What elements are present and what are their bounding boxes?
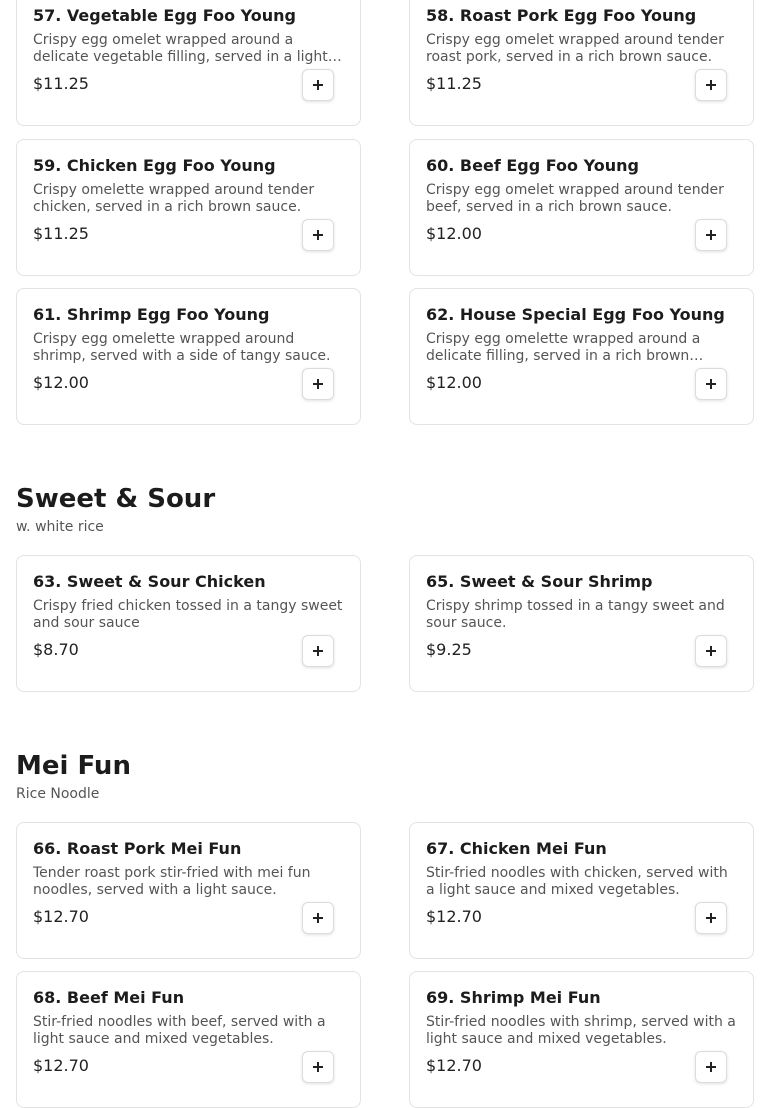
item-price: $12.00 — [426, 373, 482, 392]
plus-icon — [313, 913, 323, 923]
item-price: $11.25 — [426, 74, 482, 93]
item-description: Crispy egg omelette wrapped around shrimp, served with a side of tangy sauce. — [33, 331, 331, 364]
item-name: 68. Beef Mei Fun — [33, 988, 185, 1007]
item-price: $11.25 — [33, 224, 89, 243]
add-to-cart-button[interactable] — [302, 1051, 334, 1083]
item-name: 66. Roast Pork Mei Fun — [33, 839, 242, 858]
add-to-cart-button[interactable] — [695, 902, 727, 934]
plus-icon — [313, 379, 323, 389]
add-to-cart-button[interactable] — [695, 635, 727, 667]
section-title: Mei Fun — [16, 751, 131, 781]
item-name: 60. Beef Egg Foo Young — [426, 156, 639, 175]
item-name: 63. Sweet & Sour Chicken — [33, 572, 266, 591]
item-name: 62. House Special Egg Foo Young — [426, 305, 725, 324]
item-description: Crispy shrimp tossed in a tangy sweet and sour sauce. — [426, 598, 725, 631]
item-name: 57. Vegetable Egg Foo Young — [33, 6, 296, 25]
section-subtitle: Rice Noodle — [16, 786, 100, 802]
item-price: $9.25 — [426, 640, 472, 659]
plus-icon — [706, 1062, 716, 1072]
menu-item-card[interactable] — [16, 971, 361, 1108]
item-description: Crispy omelette wrapped around tender chicken, served in a rich brown sauce. — [33, 182, 315, 215]
item-price: $12.70 — [426, 907, 482, 926]
item-description: Crispy egg omelette wrapped around a delicate filling, served in a rich brown — [426, 331, 701, 364]
section-title: Sweet & Sour — [16, 484, 216, 514]
section-subtitle: w. white rice — [16, 519, 104, 535]
plus-icon — [706, 379, 716, 389]
item-name: 69. Shrimp Mei Fun — [426, 988, 601, 1007]
add-to-cart-button[interactable] — [302, 902, 334, 934]
item-price: $12.70 — [33, 907, 89, 926]
menu-item-card[interactable] — [409, 555, 754, 692]
add-to-cart-button[interactable] — [302, 368, 334, 400]
plus-icon — [706, 230, 716, 240]
plus-icon — [313, 646, 323, 656]
item-description: Crispy egg omelet wrapped around tender roast pork, served in a rich brown sauce. — [426, 32, 724, 65]
menu-item-card[interactable] — [409, 822, 754, 959]
item-description: Tender roast pork stir-fried with mei fun noodles, served with a light sauce. — [33, 865, 311, 898]
item-price: $12.00 — [33, 373, 89, 392]
menu-item-card[interactable] — [16, 288, 361, 425]
item-name: 65. Sweet & Sour Shrimp — [426, 572, 653, 591]
plus-icon — [313, 1062, 323, 1072]
plus-icon — [313, 80, 323, 90]
menu-item-card[interactable] — [16, 555, 361, 692]
add-to-cart-button[interactable] — [302, 635, 334, 667]
plus-icon — [706, 80, 716, 90]
plus-icon — [706, 646, 716, 656]
item-name: 59. Chicken Egg Foo Young — [33, 156, 276, 175]
menu-item-card[interactable] — [16, 0, 361, 126]
add-to-cart-button[interactable] — [302, 69, 334, 101]
item-name: 67. Chicken Mei Fun — [426, 839, 607, 858]
item-description: Crispy egg omelet wrapped around tender beef, served in a rich brown sauce. — [426, 182, 724, 215]
item-name: 58. Roast Pork Egg Foo Young — [426, 6, 697, 25]
plus-icon — [706, 913, 716, 923]
add-to-cart-button[interactable] — [695, 219, 727, 251]
menu-item-card[interactable] — [409, 0, 754, 126]
menu-item-card[interactable] — [16, 822, 361, 959]
item-description: Crispy egg omelet wrapped around a delicate vegetable filling, served in a light — [33, 32, 328, 65]
item-price: $12.70 — [33, 1056, 89, 1075]
add-to-cart-button[interactable] — [302, 219, 334, 251]
menu-item-card[interactable] — [409, 139, 754, 276]
add-to-cart-button[interactable] — [695, 368, 727, 400]
menu-item-card[interactable] — [16, 139, 361, 276]
item-description: Crispy fried chicken tossed in a tangy sweet and sour sauce — [33, 598, 343, 631]
menu-item-card[interactable] — [409, 288, 754, 425]
item-price: $12.00 — [426, 224, 482, 243]
menu-item-card[interactable] — [409, 971, 754, 1108]
add-to-cart-button[interactable] — [695, 1051, 727, 1083]
item-price: $11.25 — [33, 74, 89, 93]
item-price: $8.70 — [33, 640, 79, 659]
item-description: Stir-fried noodles with chicken, served with a light sauce and mixed vegetables. — [426, 865, 728, 898]
item-description: Stir-fried noodles with shrimp, served with a light sauce and mixed vegetables. — [426, 1014, 736, 1047]
item-price: $12.70 — [426, 1056, 482, 1075]
item-name: 61. Shrimp Egg Foo Young — [33, 305, 270, 324]
item-description: Stir-fried noodles with beef, served with a light sauce and mixed vegetables. — [33, 1014, 326, 1047]
plus-icon — [313, 230, 323, 240]
add-to-cart-button[interactable] — [695, 69, 727, 101]
